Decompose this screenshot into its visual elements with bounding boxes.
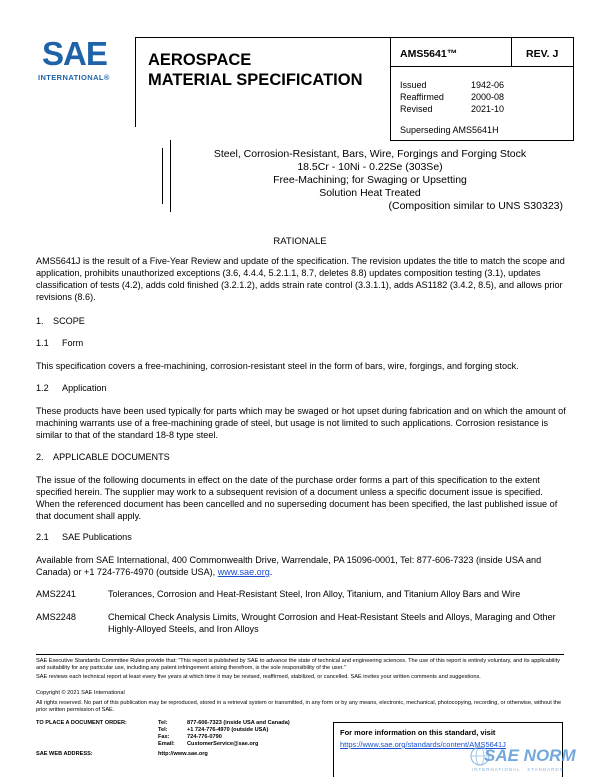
footer-rule: [36, 654, 564, 655]
section-2-number: 2.: [36, 452, 44, 462]
section-1-1-number: 1.1: [36, 338, 49, 348]
section-2-1-end: .: [269, 567, 273, 577]
section-2-1-text: [36, 554, 566, 578]
section-1-number: 1.: [36, 316, 44, 326]
subject-left-border-inner: [162, 148, 163, 204]
email-value: CustomerService@sae.org: [187, 741, 259, 747]
watermark-text: SAE NORM: [484, 746, 576, 765]
subject-line5: (Composition similar to UNS S30323): [388, 200, 563, 212]
document-number: AMS5641™: [400, 48, 458, 60]
section-2-1-title: SAE Publications: [62, 532, 132, 542]
tel-value: 877-606-7323 (inside USA and Canada): [187, 720, 290, 726]
footer-review-text: SAE reviews each technical report at least every five years at which time it may be revised, reaffirmed, stabilized, or cancelled. SAE invites your written comments and suggestions.: [36, 674, 481, 680]
subject-line2: 18.5Cr - 10Ni - 0.22Se (303Se): [297, 161, 443, 173]
logo-text: SAE: [42, 35, 107, 72]
order-label: TO PLACE A DOCUMENT ORDER:: [36, 720, 127, 726]
section-1-2-title: Application: [62, 383, 107, 393]
fax-label: Fax:: [158, 734, 170, 740]
doc-number-underline: [390, 66, 574, 67]
section-2-1-number: 2.1: [36, 532, 49, 542]
header-border-top: [135, 37, 574, 38]
email-label: Email:: [158, 741, 175, 747]
section-2-1-body: Available from SAE International, 400 Commonwealth Drive, Warrendale, PA 15096-0001, Tel: 877-606-7323 (inside USA and Canada) or +1 724-776-4970 (outside USA),: [36, 555, 542, 577]
standard-link[interactable]: https://www.sae.org/standards/content/AMS5641J: [340, 740, 506, 749]
tel2-value: +1 724-776-4970 (outside USA): [187, 727, 269, 733]
tel-label: Tel:: [158, 720, 168, 726]
reference-title: Tolerances, Corrosion and Heat-Resistant Steel, Iron Alloy, Titanium, and Titanium Alloy Bars and Wire: [108, 589, 521, 599]
reference-code: AMS2248: [36, 612, 76, 622]
section-1-2-number: 1.2: [36, 383, 49, 393]
footer-rights: All rights reserved. No part of this publication may be reproduced, stored in a retrieval system or transmitted, in any form or by any means, electronic, mechanical, photocopying, recording, or otherwise, without the prior written permission of SAE.: [36, 700, 562, 713]
tel2-label: Tel:: [158, 727, 168, 733]
reaffirmed-date: 2000-08: [471, 92, 505, 102]
header-border-right: [573, 37, 574, 140]
spec-title-line1: AEROSPACE: [148, 51, 252, 69]
sae-norm-watermark: [466, 744, 591, 774]
web-value: http://www.sae.org: [158, 751, 208, 757]
issued-label: Issued: [400, 80, 427, 90]
footer-rules-text: SAE Executive Standards Committee Rules provide that: “This report is published by SAE to advance the state of technical and engineering sciences. The use of this report is entirely voluntary, and its applicability and suitability for any particular use, including any patent infringement arising therefrom, is the sole responsibility of the user.”: [36, 658, 561, 671]
section-2-text: The issue of the following documents in effect on the date of the purchase order forms a part of this specification to the extent specified herein. The supplier may work to a subsequent revision of a document unless a specific document issue is specified. When the referenced document has been cancelled and no superseding document has been specified, the last published issue of that document shall apply.: [36, 475, 558, 521]
subject-line4: Solution Heat Treated: [319, 187, 421, 199]
rationale-text: AMS5641J is the result of a Five-Year Review and update of the specification. The revision updates the title to match the scope and application, prohibits unauthorized exceptions (3.6, 4.4.4, 5.2.1.1, 8.7, deletes 8.8) updates composition testing (3.1), updates classification of tests (4.2), adds cold finished (3.2.1.2), adds strain rate control (3.3.1.1), adds AS1182 (3.4.2, 8.5), and allows prior revisions (8.6).: [36, 256, 565, 302]
subject-left-border: [170, 140, 171, 212]
sae-logo: [36, 35, 126, 86]
watermark-subtext: INTERNATIONAL STANDARDS: [472, 767, 564, 772]
sae-website-link[interactable]: www.sae.org: [217, 567, 270, 577]
section-1-1-title: Form: [62, 338, 84, 348]
reference-title: Chemical Check Analysis Limits, Wrought Corrosion and Heat-Resistant Steels and Alloys, Maraging and Other Highly-Alloyed Steels, and Iron Alloys: [108, 612, 556, 634]
reference-code: AMS2241: [36, 589, 76, 599]
section-2-title: APPLICABLE DOCUMENTS: [53, 452, 170, 462]
footer-copyright: Copyright © 2021 SAE International: [36, 690, 125, 696]
dates-bottom-border: [390, 140, 574, 141]
subject-line3: Free-Machining; for Swaging or Upsetting: [273, 174, 467, 186]
web-label: SAE WEB ADDRESS:: [36, 751, 93, 757]
fax-value: 724-776-0790: [187, 734, 222, 740]
revised-label: Revised: [400, 104, 433, 114]
rationale-heading: RATIONALE: [273, 236, 327, 247]
subject-block: [175, 148, 565, 213]
subject-line1: Steel, Corrosion-Resistant, Bars, Wire, Forgings and Forging Stock: [213, 148, 527, 160]
rev-divider: [511, 37, 512, 66]
spec-title-line2: MATERIAL SPECIFICATION: [148, 71, 363, 89]
header-divider: [390, 37, 391, 140]
section-1-2-text: These products have been used typically for parts which may be swaged or hot upset during fabrication and on which the amount of machining warrants use of a free-machining grade of steel, but usage is not limited to such applications. Corrosion resistance is similar to that of the standard 18-8 type steel.: [36, 406, 566, 440]
section-1-1-text: This specification covers a free-machining, corrosion-resistant steel in the form of bars, wire, forgings, and forging stock.: [36, 361, 519, 371]
issued-date: 1942-06: [471, 80, 505, 90]
revision-label: REV. J: [526, 48, 559, 60]
logo-subtext: INTERNATIONAL®: [38, 73, 110, 82]
superseding-note: Superseding AMS5641H: [400, 125, 499, 135]
header-border-left: [135, 37, 136, 127]
revised-date: 2021-10: [471, 104, 505, 114]
info-title: For more information on this standard, visit: [340, 728, 496, 737]
reaffirmed-label: Reaffirmed: [400, 92, 444, 102]
section-1-title: SCOPE: [53, 316, 85, 326]
